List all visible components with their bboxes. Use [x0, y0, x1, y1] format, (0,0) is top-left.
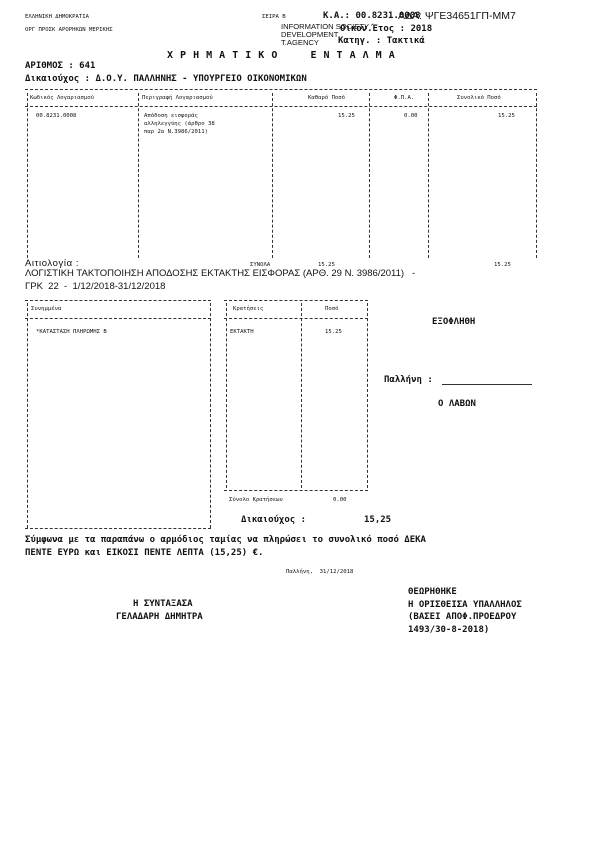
attached-item: *ΚΑΤΑΣΤΑΣΗ ΠΛΗΡΩΜΗΣ Β	[36, 329, 107, 335]
totals-net: 15.25	[318, 262, 335, 268]
table1-col-line	[428, 93, 429, 258]
statement-line-1: Σύμφωνα με τα παραπάνω ο αρμόδιος ταμίας να πληρώσει το συνολικό ποσό ΔΕΚΑ	[25, 535, 426, 545]
signature-left-role: Η ΣΥΝΤΑΞΑΣΑ	[133, 599, 193, 609]
totals-label: ΣΥΝΟΛΑ	[250, 262, 271, 268]
overlay-info-society: INFORMATION SOCIETY	[281, 22, 370, 31]
deduction-amount-header: Ποσό	[325, 306, 339, 312]
table1-top-rule	[25, 89, 537, 90]
table1-header-total: Συνολικό Ποσό	[457, 95, 501, 101]
deductions-total-label: Σύνολο Κρατήσεων	[229, 497, 283, 503]
row-net-amount: 15.25	[338, 113, 355, 119]
ada-code: ΑΔΑ: ΨΓΕ34651ΓΠ-ΜΜ7	[398, 10, 516, 22]
signature-right-decision-ref: 1493/30-8-2018)	[408, 625, 490, 635]
org-line-1: ΕΛΛΗΝΙΚΗ ΔΗΜΟΚΡΑΤΙΑ	[25, 14, 89, 20]
attached-header: Συνημμένα	[31, 306, 62, 312]
row-description-line-1: Απόδοση εισφοράς	[144, 113, 198, 119]
table1-col-line	[138, 93, 139, 258]
beneficiary-amount-value: 15,25	[364, 515, 392, 525]
fiscal-year: Οικον.Έτος : 2018	[340, 24, 433, 34]
table2-col-line	[367, 303, 368, 488]
account-code-ka: Κ.Α.: 00.8231.0008	[323, 11, 421, 21]
table1-header-description: Περιγραφή Λογαριασμού	[142, 95, 213, 101]
row-description-line-3: παρ 2α Ν.3986/2011)	[144, 129, 208, 135]
statement-line-2: ΠΕΝΤΕ ΕΥΡΩ και ΕΙΚΟΣΙ ΠΕΝΤΕ ΛΕΠΤΑ (15,25) €.	[25, 548, 264, 558]
row-account-code: 00.8231.0008	[36, 113, 77, 119]
beneficiary-line: Δικαιούχος : Δ.Ο.Υ. ΠΑΛΛΗΝΗΣ - ΥΠΟΥΡΓΕΙΟ ΟΙΚΟΝΟΜΙΚΩΝ	[25, 74, 307, 84]
mandate-number: ΑΡΙΘΜΟΣ : 641	[25, 61, 96, 71]
received-label: Ο ΛΑΒΩΝ	[438, 399, 476, 409]
table2-header-rule	[25, 318, 211, 319]
row-total-amount: 15.25	[498, 113, 515, 119]
table1-header-vat: Φ.Π.Α.	[394, 95, 415, 101]
series-label: ΣΕΙΡΑ Β	[262, 14, 286, 20]
signature-right-approved: ΘΕΩΡΗΘΗΚΕ	[408, 587, 457, 597]
table1-col-line	[536, 93, 537, 258]
deduction-item: ΕΚΤΑΚΤΗ	[230, 329, 254, 335]
beneficiary-amount-label: Δικαιούχος :	[241, 515, 307, 525]
deductions-header: Κρατήσεις	[233, 306, 264, 312]
org-line-2: ΟΡΓ ΠΡΟΣΚ ΑΡΟΡΗΚΩΝ ΜΕΡΙΚΗΣ	[25, 27, 113, 33]
table1-col-line	[369, 93, 370, 258]
totals-total: 15.25	[494, 262, 511, 268]
deduction-item-amount: 15.25	[325, 329, 342, 335]
table2-top-rule-right	[224, 300, 368, 301]
place-signature-line	[442, 384, 532, 385]
signature-left-name: ΓΕΛΑΔΑΡΗ ΔΗΜΗΤΡΑ	[116, 612, 203, 622]
signature-right-decision: (ΒΑΣΕΙ ΑΠΟΦ.ΠΡΟΕΔΡΟΥ	[408, 612, 517, 622]
table2-col-line	[226, 303, 227, 488]
table2-header-rule-right	[224, 318, 368, 319]
place-label: Παλλήνη :	[384, 375, 433, 385]
overlay-agency: T.AGENCY	[281, 38, 319, 47]
table1-header-code: Κωδικός Λογαριασμού	[30, 95, 94, 101]
table1-col-line	[27, 93, 28, 258]
reason-line-1: ΛΟΓΙΣΤΙΚΗ ΤΑΚΤΟΠΟΙΗΣΗ ΑΠΟΔΟΣΗΣ ΕΚΤΑΚΤΗΣ ΕΙΣΦΟΡΑΣ (ΑΡΘ. 29 Ν. 3986/2011) -	[25, 268, 416, 279]
paid-label: ΕΞΟΦΛΗΘΗ	[432, 317, 476, 327]
reason-label: Αιτιολογία :	[25, 258, 80, 269]
table1-header-net: Καθαρό Ποσό	[308, 95, 346, 101]
table2-top-rule	[25, 300, 211, 301]
table2-col-line	[210, 303, 211, 528]
signature-right-role: Η ΟΡΙΣΘΕΙΣΑ ΥΠΑΛΛΗΛΟΣ	[408, 600, 522, 610]
row-vat-amount: 0.00	[404, 113, 418, 119]
reason-line-2: ΓΡΚ 22 - 1/12/2018-31/12/2018	[25, 281, 166, 292]
table1-col-line	[272, 93, 273, 258]
deductions-total-value: 0.00	[333, 497, 347, 503]
table2-bottom-rule	[25, 528, 211, 529]
category: Κατηγ. : Τακτικά	[338, 36, 425, 46]
deductions-total-rule	[224, 490, 368, 491]
overlay-development: DEVELOPMENT	[281, 30, 339, 39]
document-title: Χ Ρ Η Μ Α Τ Ι Κ Ο Ε Ν Τ Α Λ Μ Α	[167, 50, 396, 61]
row-description-line-2: αλληλεγγύης (άρθρο 38	[144, 121, 215, 127]
table2-col-line	[301, 303, 302, 488]
issue-date: Παλλήνη, 31/12/2018	[286, 569, 354, 575]
table1-header-rule	[25, 106, 537, 107]
table2-col-line	[27, 303, 28, 528]
